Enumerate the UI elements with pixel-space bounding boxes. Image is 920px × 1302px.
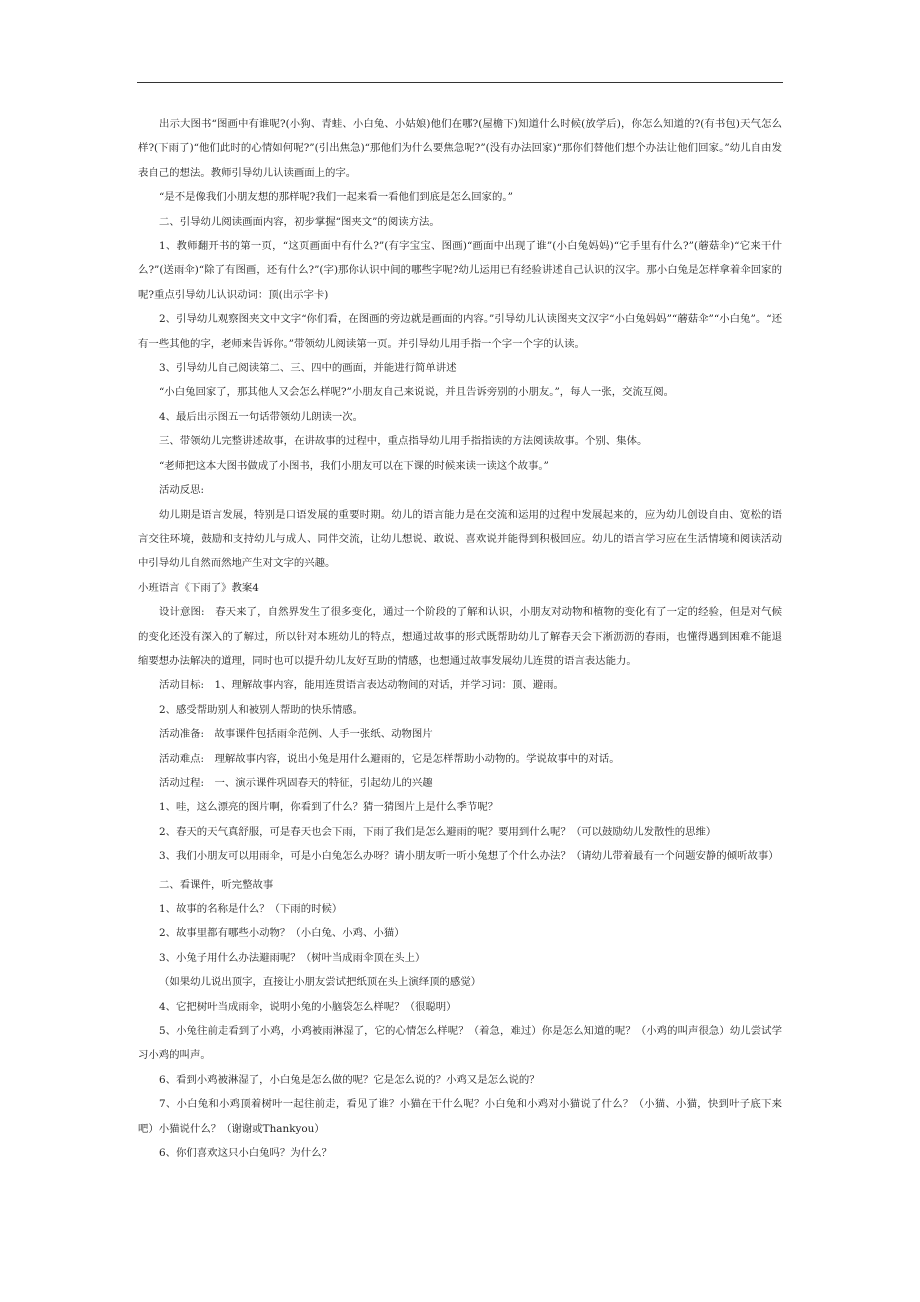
document-body [138,112,782,1165]
paragraph: 幼儿期是语言发展，特别是口语发展的重要时期。幼儿的语言能力是在交流和运用的过程中发展起来的，应为幼儿创设自由、宽松的语言交往环境，鼓励和支持幼儿与成人、同伴交流，让幼儿想说、敢说、喜欢说并能得到积极回应。幼儿的语言学习应在生活情境和阅读活动中引导幼儿自然而然地产生对文字的兴趣。 [138,508,782,570]
paragraph: 设计意图: 春天来了，自然界发生了很多变化，通过一个阶段的了解和认识，小朋友对动物和植物的变化有了一定的经验，但是对气候的变化还没有深入的了解过，所以针对本班幼儿的特点，想通过故事的形式既帮助幼儿了解春天会下淅沥沥的春雨，也懂得遇到困难不能退缩要想办法解决的道理，同时也可以提升幼儿友好互助的情感，也想通过故事发展幼儿连贯的语言表达能力。 [138,606,782,667]
paragraph: 4、它把树叶当成雨伞，说明小兔的小脑袋怎么样呢？（很聪明） [159,1000,457,1013]
paragraph: 1、哇，这么漂亮的图片啊，你看到了什么？猜一猜图片上是什么季节呢？ [159,801,499,814]
paragraph: 二、引导幼儿阅读画面内容，初步掌握“图夹文”的阅读方法。 [159,215,440,228]
paragraph: 6、你们喜欢这只小白兔吗？为什么？ [159,1147,332,1160]
paragraph: 二、看课件，听完整故事 [159,878,274,891]
paragraph: 活动难点: 理解故事内容，说出小兔是用什么避雨的，它是怎样帮助小动物的。学说故事中的对话。 [159,752,620,765]
paragraph: “老师把这本大图书做成了小图书，我们小朋友可以在下课的时候来读一读这个故事。” [159,459,549,472]
paragraph: 6、看到小鸡被淋湿了，小白兔是怎么做的呢？它是怎么说的？小鸡又是怎么说的？ [159,1073,540,1086]
paragraph: 4、最后出示图五一句话带领幼儿朗读一次。 [159,410,364,423]
paragraph: 2、故事里都有哪些小动物？（小白兔、小鸡、小猫） [159,927,405,940]
paragraph: 3、小兔子用什么办法避雨呢？（树叶当成雨伞顶在头上） [159,951,426,964]
paragraph: 2、引导幼儿观察图夹文中文字“你们看，在图画的旁边就是画面的内容。”引导幼儿认读图夹文汉字“小白兔妈妈”“蘑菇伞”“小白兔”。“还有一些其他的字，老师来告诉你。”带领幼儿阅读第一页。并引导幼儿用手指一个字一个字的认读。 [138,313,782,350]
paragraph: 5、小兔往前走看到了小鸡，小鸡被雨淋湿了，它的心情怎么样呢？（着急，难过）你是怎么知道的呢？（小鸡的叫声很急）幼儿尝试学习小鸡的叫声。 [138,1025,782,1062]
paragraph: 2、感受帮助别人和被别人帮助的快乐情感。 [159,703,364,716]
paragraph: “是不是像我们小朋友想的那样呢?我们一起来看一看他们到底是怎么回家的。” [159,191,513,204]
paragraph: 活动反思: [159,484,205,497]
paragraph: 3、我们小朋友可以用雨伞，可是小白兔怎么办呀？请小朋友听一听小兔想了个什么办法？（请幼儿带着最有一个问题安静的倾听故事） [159,850,779,863]
paragraph: 3、引导幼儿自己阅读第二、三、四中的画面，并能进行简单讲述 [159,362,457,375]
header-rule [137,82,783,83]
paragraph: （如果幼儿说出顶字，直接让小朋友尝试把纸顶在头上演绎顶的感觉） [159,976,482,989]
paragraph: 出示大图书“图画中有谁呢?(小狗、青蛙、小白兔、小姑娘)他们在哪?(屋檐下)知道什么时候(放学后)，你怎么知道的?(有书包)天气怎么样?(下雨了)“他们此时的心情如何呢?”(引出焦急)“那他们为什么要焦急呢?”(没有办法回家)“那你们替他们想个办法让他们回家。”幼儿自由发表自己的想法。教师引导幼儿认读画面上的字。 [138,118,782,179]
paragraph: “小白兔回家了，那其他人又会怎么样呢?”小朋友自己来说说，并且告诉旁别的小朋友。”，每人一张，交流互阅。 [159,386,675,399]
section-title: 小班语言《下雨了》教案4 [138,581,259,594]
paragraph: 活动过程: 一、演示课件巩固春天的特征，引起幼儿的兴趣 [159,776,433,789]
paragraph: 1、教师翻开书的第一页，“这页画面中有什么?”(有字宝宝、图画)“画面中出现了谁”(小白兔妈妈)“它手里有什么?”(蘑菇伞)“它来干什么?”(送雨伞)“除了有图画，还有什么?”(字)那你认识中间的哪些字呢?幼儿运用已有经验讲述自己认识的汉字。那小白兔是怎样拿着伞回家的呢?重点引导幼儿认识动词：顶(出示字卡) [138,240,782,301]
paragraph: 1、故事的名称是什么？（下雨的时候） [159,903,343,915]
paragraph: 活动准备: 故事课件包括雨伞范例、人手一张纸、动物图片 [159,728,433,741]
paragraph: 三、带领幼儿完整讲述故事，在讲故事的过程中，重点指导幼儿用手指指读的方法阅读故事。个别、集体。 [159,435,648,448]
paragraph: 7、小白兔和小鸡顶着树叶一起往前走，看见了谁？小猫在干什么呢？小白兔和小鸡对小猫说了什么？（小猫、小猫，快到叶子底下来吧）小猫说什么？（谢谢或Thankyou） [138,1098,782,1135]
paragraph: 2、春天的天气真舒服，可是春天也会下雨，下雨了我们是怎么避雨的呢？要用到什么呢？（可以鼓励幼儿发散性的思维） [159,825,717,838]
paragraph: 活动目标: 1、理解故事内容，能用连贯语言表达动物间的对话，并学习词：顶、避雨。 [159,679,564,692]
